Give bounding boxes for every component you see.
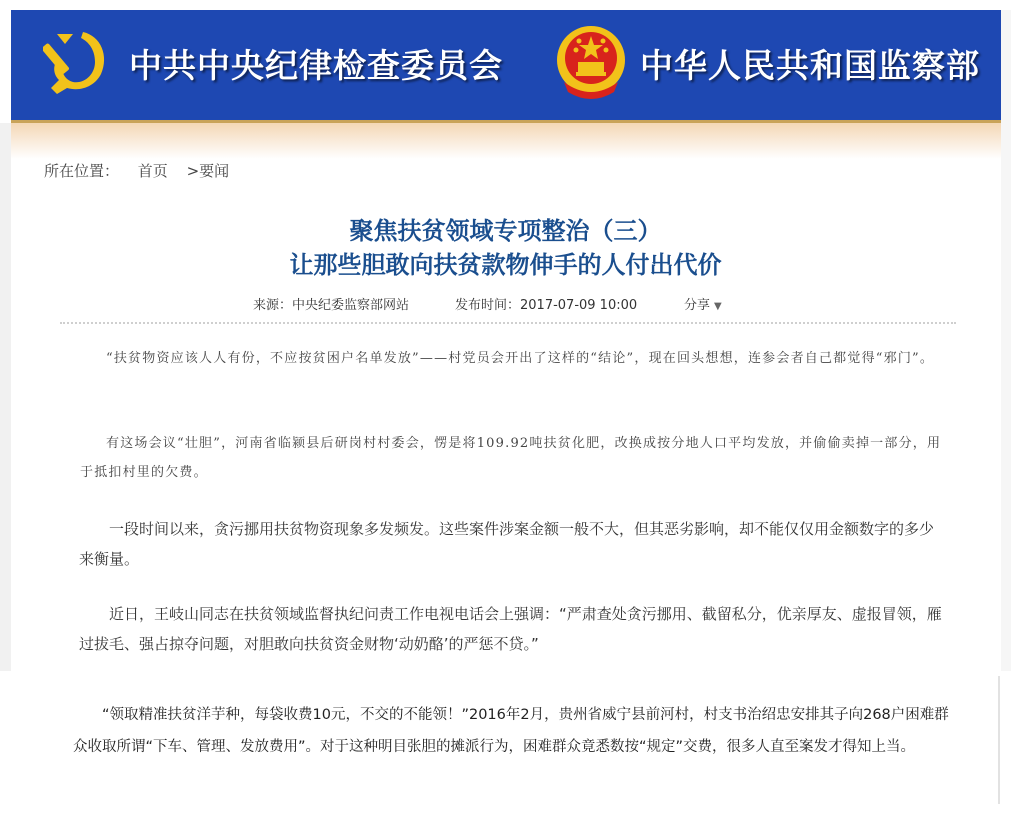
- meta-divider: [60, 322, 956, 324]
- article-title-line2: 让那些胆敢向扶贫款物伸手的人付出代价: [289, 251, 722, 279]
- header-title-ccdi: 中共中央纪律检查委员会: [129, 46, 503, 85]
- article-source: 来源：中央纪委监察部网站: [253, 298, 410, 313]
- article-paragraph-4: 近日，王岐山同志在扶贫领域监督执纪问责工作电视电话会上强调：“严肃查处贪污挪用、截留私分，优亲厚友、虚报冒领，雁过拔毛、强占掠夺问题，对胆敢向扶贫资金财物‘动奶酪’的严惩不贷。”: [79, 605, 942, 653]
- article-paragraph-3: 一段时间以来，贪污挪用扶贫物资现象多发频发。这些案件涉案金额一般不大，但其恶劣影响，却不能仅仅用金额数字的多少来衡量。: [79, 520, 935, 568]
- breadcrumb-section-link[interactable]: >要闻: [186, 162, 230, 180]
- header-gradient: [11, 123, 1001, 159]
- header-title-mos: 中华人民共和国监察部: [640, 46, 980, 85]
- article-publish-time: 发布时间：2017-07-09 10:00: [455, 298, 638, 313]
- page-left-shade: [0, 123, 11, 671]
- share-button[interactable]: [684, 294, 722, 313]
- site-header-banner: [11, 10, 1001, 122]
- breadcrumb-home-link[interactable]: 首页: [137, 162, 168, 180]
- article-paragraph-2: 有这场会议“壮胆”，河南省临颍县后研岗村村委会，愣是将109.92吨扶贫化肥，改换成按分地人口平均发放，并偷偷卖掉一部分，用于抵扣村里的欠费。: [80, 436, 942, 480]
- breadcrumb-label: 所在位置：: [44, 162, 120, 180]
- national-emblem-icon: [552, 22, 630, 102]
- article-paragraph-1: “扶贫物资应该人人有份，不应按贫困户名单发放”——村党员会开出了这样的“结论”，现在回头想想，连参会者自己都觉得“邪门”。: [106, 351, 935, 366]
- article-title-line1: 聚焦扶贫领域专项整治（三）: [349, 217, 662, 245]
- caret-down-icon: ▼: [714, 301, 722, 312]
- page-right-shade: [1001, 10, 1011, 671]
- share-label: 分享: [684, 298, 711, 313]
- article-paragraph-5: “领取精准扶贫洋芋种，每袋收费10元，不交的不能领！”2016年2月，贵州省威宁县前河村，村支书治绍忠安排其子向268户困难群众收取所谓“下车、管理、发放费用”。对于这种明目张胆的摊派行为，困难群众竟悉数按“规定”交费，很多人直至案发才得知上当。: [73, 707, 949, 755]
- clip-border: [998, 676, 1000, 804]
- breadcrumb: [44, 160, 243, 181]
- party-emblem-icon: [43, 26, 113, 96]
